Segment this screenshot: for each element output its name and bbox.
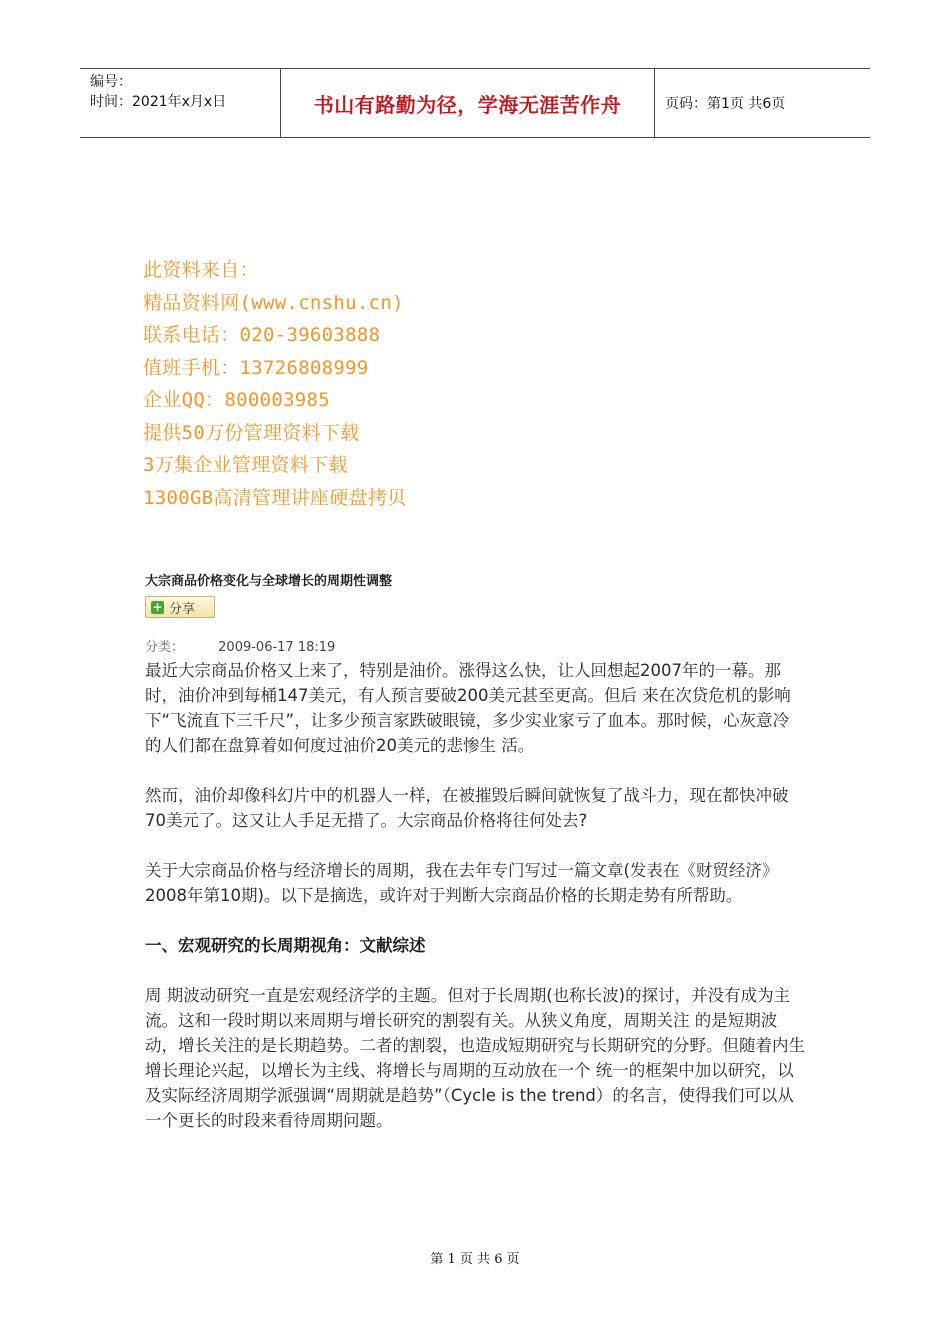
paragraph: 最近大宗商品价格又上来了，特别是油价。涨得这么快，让人回想起2007年的一幕。那时，油价冲到每桶147美元，有人预言要破200美元甚至更高。但后 来在次贷危机的影响下“飞流直下三千尺”，让多少预言家跌破眼镜，多少实业家亏了血本。那时候，心灰意冷的人们都在盘算着如何度过油价20美元的悲惨生 活。 — [145, 661, 791, 755]
article — [145, 572, 805, 1133]
header-page-info: 页码：第1页 共6页 — [665, 96, 786, 112]
promo-line: 3万集企业管理资料下载 — [143, 454, 348, 476]
article-meta — [145, 640, 805, 656]
number-label: 编号： — [90, 74, 132, 90]
promo-line: 企业QQ：800003985 — [143, 389, 331, 411]
article-title: 大宗商品价格变化与全球增长的周期性调整 — [145, 574, 393, 589]
plus-icon: + — [152, 599, 163, 614]
share-button[interactable] — [145, 596, 215, 618]
category-label: 分类： — [145, 640, 185, 655]
promo-line: 提供50万份管理资料下载 — [143, 421, 360, 444]
promo-line: 联系电话：020-39603888 — [143, 324, 381, 346]
time-label: 时间：2021年x月x日 — [90, 94, 227, 110]
promo-block — [143, 254, 743, 514]
post-datetime: 2009-06-17 18:19 — [218, 640, 336, 655]
paragraph: 然而，油价却像科幻片中的机器人一样，在被摧毁后瞬间就恢复了战斗力，现在都快冲破70美元了。这又让人手足无措了。大宗商品价格将往何处去? — [145, 786, 789, 830]
promo-line: 精品资料网(www.cnshu.cn) — [143, 291, 404, 314]
header-meta — [80, 69, 281, 137]
header-motto: 书山有路勤为径，学海无涯苦作舟 — [281, 69, 655, 137]
promo-line: 值班手机：13726808999 — [143, 356, 369, 379]
promo-line: 1300GB高清管理讲座硬盘拷贝 — [143, 486, 407, 509]
page-footer: 第 1 页 共 6 页 — [430, 1252, 520, 1267]
paragraph: 周 期波动研究一直是宏观经济学的主题。但对于长周期(也称长波)的探讨，并没有成为主流。这和一段时期以来周期与增长研究的割裂有关。从狭义角度，周期关注 的是短期波动，增长关注的是长期趋势。二者的割裂，也造成短期研究与长期研究的分野。但随着内生增长理论兴起，以增长为主线、将增长与周期的互动放在一个 统一的框架中加以研究，以及实际经济周期学派强调“周期就是趋势”（Cycle is the trend）的名言，使得我们可以从一个更长的时段来看待周期问题。 — [145, 986, 805, 1130]
paragraph: 关于大宗商品价格与经济增长的周期，我在去年专门写过一篇文章(发表在《财贸经济》2008年第10期)。以下是摘选，或许对于判断大宗商品价格的长期走势有所帮助。 — [145, 861, 779, 905]
promo-line: 此资料来自： — [143, 259, 259, 281]
share-label: 分享 — [169, 601, 196, 617]
document-header — [80, 68, 870, 138]
section-heading: 一、宏观研究的长周期视角：文献综述 — [145, 936, 426, 955]
